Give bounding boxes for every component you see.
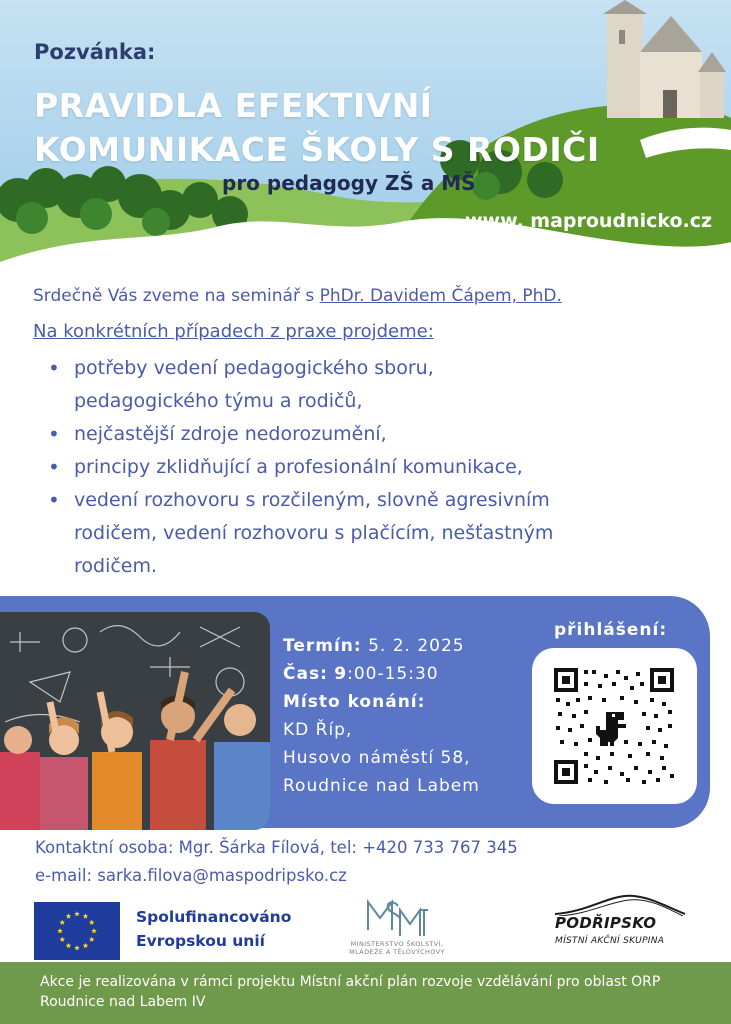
eu-star-icon [59, 937, 65, 942]
eu-star-icon [89, 937, 95, 942]
contact-person: Kontaktní osoba: Mgr. Šárka Fílová, tel: +420 733 767 345 [35, 838, 518, 857]
eu-flag-icon [34, 902, 120, 960]
podripsko-subtitle: MÍSTNÍ AKČNÍ SKUPINA [555, 936, 665, 946]
eu-star-icon [91, 928, 97, 933]
website-link[interactable]: www. maproudnicko.cz [465, 210, 713, 232]
registration-qr-card[interactable] [532, 648, 697, 804]
list-item: • principy zklidňující a profesionální komunikace, [46, 451, 696, 484]
title-line-2: KOMUNIKACE ŠKOLY S RODIČI [34, 130, 600, 169]
presenter-name: PhDr. Davidem Čápem, PhD. [319, 286, 562, 306]
invitation-label: Pozvánka: [34, 40, 156, 64]
eu-star-icon [74, 945, 80, 950]
eu-star-icon [83, 913, 89, 918]
topics-lead: Na konkrétních případech z praxe projdeme: [33, 321, 434, 342]
event-time: Čas: 9:00-15:30 [283, 664, 439, 684]
eu-star-icon [74, 911, 80, 916]
msmt-mark-icon [364, 896, 430, 940]
eu-star-icon [66, 913, 72, 918]
contact-info [35, 834, 518, 890]
event-details [283, 632, 480, 800]
event-place-line-2: Husovo náměstí 58, [283, 748, 471, 768]
msmt-logo [332, 896, 462, 960]
eu-star-icon [59, 920, 65, 925]
list-item: • vedení rozhovoru s rozčileným, slovně agresivním rodičem, vedení rozhovoru s plačícím, nešťastným rodičem. [46, 484, 696, 583]
event-place-label: Místo konání: [283, 692, 426, 712]
topics-list [46, 352, 696, 583]
contact-email[interactable]: e-mail: sarka.filova@maspodripsko.cz [35, 866, 347, 885]
registration-label: přihlášení: [554, 620, 668, 640]
event-place-line-3: Roudnice nad Labem [283, 776, 480, 796]
eu-star-icon [89, 920, 95, 925]
title-line-1: PRAVIDLA EFEKTIVNÍ [34, 86, 433, 125]
eu-cofunding-text: Spolufinancováno Evropskou unií [136, 908, 292, 950]
children-photo-illustration [0, 612, 270, 830]
audience-subtitle: pro pedagogy ZŠ a MŠ [222, 171, 476, 195]
intro-text [33, 286, 562, 306]
event-place-line-1: KD Říp, [283, 720, 353, 740]
children-photo [0, 612, 270, 830]
msmt-text: MINISTERSTVO ŠKOLSTVÍ, MLÁDEŽE A TĚLOVÝCHOVY [349, 940, 445, 956]
podripsko-hill-icon [555, 892, 685, 916]
podripsko-logo [555, 892, 685, 956]
eu-star-icon [83, 943, 89, 948]
intro-prefix: Srdečně Vás zveme na seminář s [33, 286, 320, 306]
list-item: • nejčastější zdroje nedorozumění, [46, 418, 696, 451]
eu-star-icon [57, 928, 63, 933]
eu-star-icon [66, 943, 72, 948]
hero-banner [0, 0, 731, 275]
page-title [34, 84, 674, 172]
event-date: Termín: 5. 2. 2025 [283, 636, 465, 656]
footer-text: Akce je realizována v rámci projektu Místní akční plán rozvoje vzdělávání pro oblast ORP Roudnice nad Labem IV [40, 974, 661, 1010]
qr-code-icon[interactable] [554, 668, 674, 784]
list-item: • potřeby vedení pedagogického sboru, pedagogického týmu a rodičů, [46, 352, 696, 418]
podripsko-name: PODŘIPSKO [555, 914, 657, 932]
